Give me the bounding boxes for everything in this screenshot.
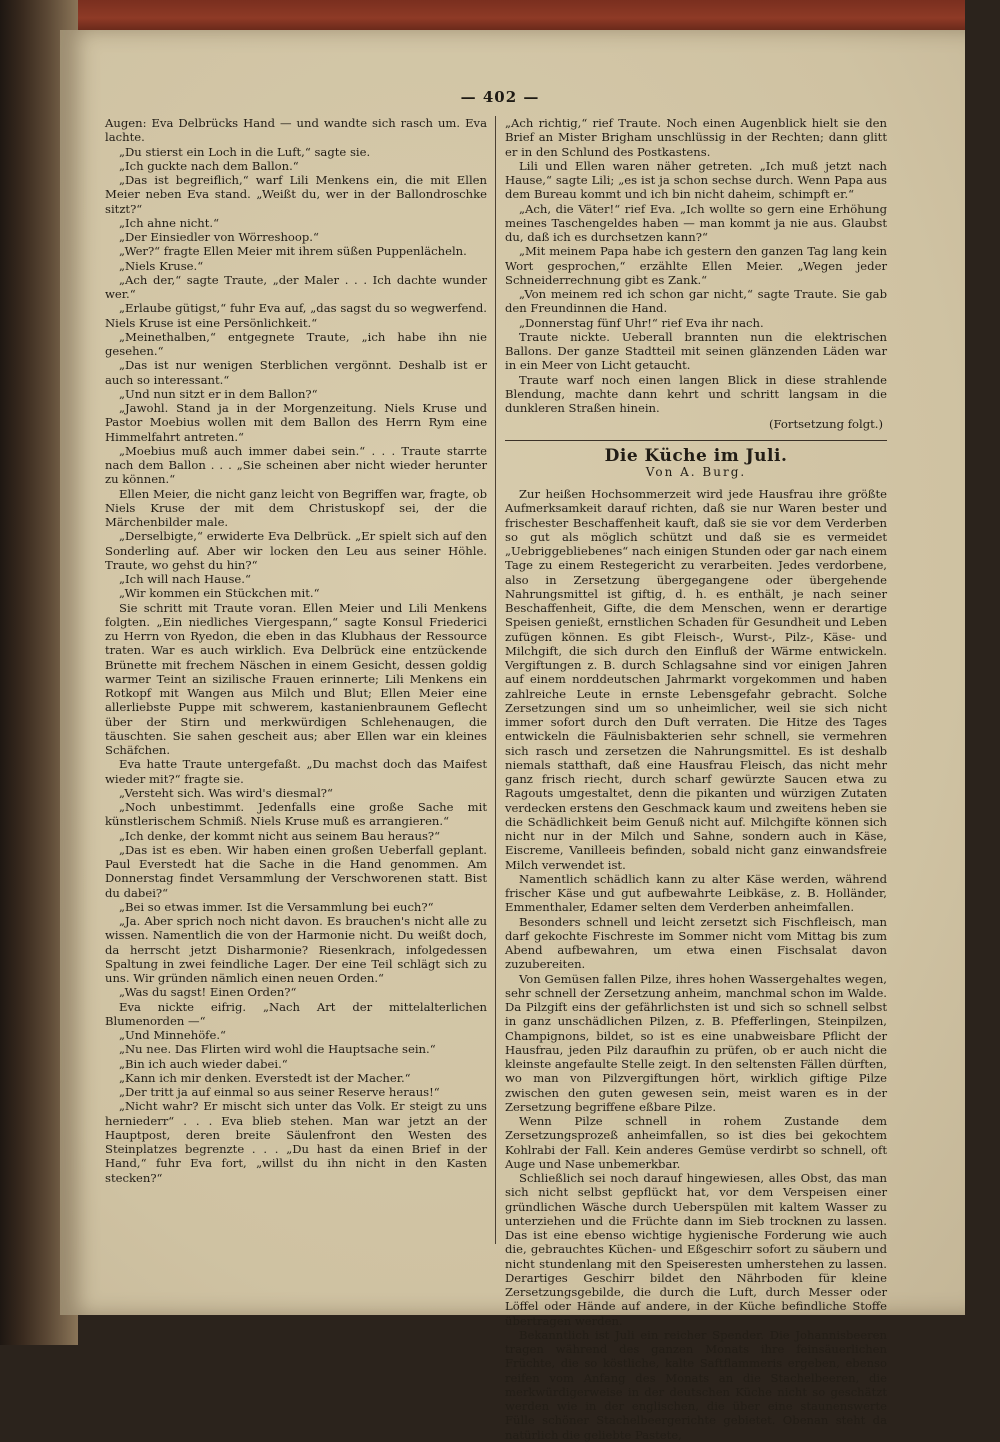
left-paragraph: „Nu nee. Das Flirten wird wohl die Hauptsache sein.“: [119, 1042, 436, 1057]
left-paragraph: „Ich will nach Hause.“: [119, 572, 251, 586]
left-paragraph: „Meinethalben,“ entgegnete Traute, „ich habe ihn nie gesehen.“: [105, 329, 487, 358]
left-paragraph: „Der tritt ja auf einmal so aus seiner Reserve heraus!“: [119, 1085, 440, 1099]
left-paragraph: „Ich denke, der kommt nicht aus seinem Bau heraus?“: [119, 828, 441, 843]
continuation-note: (Fortsetzung folgt.): [768, 417, 883, 432]
right-paragraph: „Mit meinem Papa habe ich gestern den ganzen Tag lang kein Wort gesprochen,“ erzählte Ellen Meier. „Wegen jeder Schneiderrechnung gibt es Zank.“: [505, 244, 887, 287]
right-paragraph: „Ach, die Väter!“ rief Eva. „Ich wollte so gern eine Erhöhung meines Taschengeldes haben — man kommt ja nie aus. Glaubst du, daß ich es durchsetzen kann?“: [505, 201, 887, 244]
left-paragraph: „Ich guckte nach dem Ballon.“: [119, 158, 299, 173]
book-top-edge: [60, 0, 965, 30]
article-paragraph: Von Gemüsen fallen Pilze, ihres hohen Wassergehaltes wegen, sehr schnell der Zersetzung anheim, manchmal schon im Walde. Da Pilzgift eins der gefährlichsten ist und sich so schnell selbst in ganz unschädlichen Pilzen, z. B. Pfefferlingen, Steinpilzen, Champignons, bildet, so ist es eine unabweisbare Pflicht der Hausfrau, jeden Pilz daraufhin zu prüfen, ob er auch nicht die kleinste angefaulte Stelle zeigt. In den seltensten Fällen dürften, wo man von Pilzvergiftungen hört, wirklich giftige Pilze zwischen den guten gewesen sein, meist waren es in der Zersetzung begriffene eßbare Pilze.: [505, 971, 888, 1114]
left-paragraph: „Ach der,“ sagte Traute, „der Maler . . . Ich dachte wunder wer.“: [105, 272, 487, 301]
left-paragraph: „Ich ahne nicht.“: [119, 215, 220, 230]
right-paragraph: Traute warf noch einen langen Blick in diese strahlende Blendung, machte dann kehrt und schritt langsam in die dunkleren Straßen hinein.: [505, 372, 887, 415]
left-paragraph: „Das ist nur wenigen Sterblichen vergönnt. Deshalb ist er auch so interessant.“: [105, 358, 487, 387]
right-paragraph: „Ach richtig,“ rief Traute. Noch einen Augenblick hielt sie den Brief an Mister Brigham unschlüssig in der Rechten; dann glitt er in den Schlund des Postkastens.: [505, 116, 887, 159]
left-paragraph: „Was du sagst! Einen Orden?“: [119, 985, 297, 1000]
right-paragraph: „Von meinem red ich schon gar nicht,“ sagte Traute. Sie gab den Freundinnen die Hand.: [505, 287, 887, 316]
left-paragraph: „Ja. Aber sprich noch nicht davon. Es brauchen's nicht alle zu wissen. Namentlich die von der Harmonie nicht. Du weißt doch, da herrscht jetzt Disharmonie? Riesenkrach, infolgedessen Spaltung in zwei feindliche Lager. Der eine Teil schlägt sich zu uns. Wir gründen nämlich einen neuen Orden.“: [105, 914, 487, 985]
right-paragraph: „Donnerstag fünf Uhr!“ rief Eva ihr nach.: [519, 315, 764, 330]
left-paragraph: Ellen Meier, die nicht ganz leicht von Begriffen war, fragte, ob Niels Kruse der mit dem Christuskopf sei, der die Märchenbilder male.: [105, 486, 487, 529]
left-paragraph: „Nicht wahr? Er mischt sich unter das Volk. Er steigt zu uns herniederr“ . . . Eva blieb stehen. Man war jetzt an der Hauptpost, deren breite Säulenfront den Westen des Steinplatzes begrenzte . . . „Du hast da einen Brief in der Hand,“ fuhr Eva fort, „willst du ihn nicht in den Kasten stecken?“: [105, 1099, 487, 1185]
article-paragraph: Bekanntlich ist Juli ein reicher Spender. Die Johannisbeeren tragen während des ganzen Monats ihre feinsäuerlichen Früchte, die so köstliche, kalte Saftflammeris ergeben, ebenso reifen vom Anfang des Monats an die Stachelbeeren, die merkwürdigerweise in der deutschen Küche nicht so geschätzt werden wie in der englischen, die über eine staunenswerte Fülle schöner Stachelbeergerichte gebietet. Obenan steht da natürlich die geliebte Pastete,: [505, 1327, 887, 1442]
article-paragraph: Namentlich schädlich kann zu alter Käse werden, während frischer Käse und gut aufbewahrte Leibkäse, z. B. Holländer, Emmenthaler, Edamer selten dem Verderben anheimfallen.: [505, 871, 887, 915]
left-paragraph: „Und Minnehöfe.“: [119, 1028, 226, 1042]
article-paragraph: Besonders schnell und leicht zersetzt sich Fischfleisch, man darf gekochte Fischreste im Sommer nicht vom Mittag bis zum Abend aufbewahren, um etwa einen Fischsalat davon zuzubereiten.: [505, 914, 887, 972]
left-paragraph: „Bei so etwas immer. Ist die Versammlung bei euch?“: [119, 899, 434, 914]
left-paragraph: Eva nickte eifrig. „Nach Art der mittelalterlichen Blumenorden —“: [105, 999, 487, 1028]
column-divider: [495, 116, 496, 1244]
left-paragraph: Eva hatte Traute untergefaßt. „Du machst doch das Maifest wieder mit?“ fragte sie.: [105, 757, 487, 786]
left-paragraph: „Wer?“ fragte Ellen Meier mit ihrem süßen Puppenlächeln.: [119, 244, 467, 259]
article-paragraph: Zur heißen Hochsommerzeit wird jede Hausfrau ihre größte Aufmerksamkeit darauf richten, daß sie nur Waren bester und frischester Beschaffenheit kauft, daß sie sie vor dem Verderben so gut als möglich schützt und daß sie es vermeidet „Uebriggebliebenes“ nach einigen Stunden oder gar nach einem Tage zu einem Restegericht zu verarbeiten. Jedes verdorbene, also in Zersetzung übergegangene oder übergehende Nahrungsmittel ist giftig, d. h. es enthält, je nach seiner Beschaffenheit, Gifte, die dem Menschen, wenn er derartige Speisen genießt, ernstlichen Schaden für Gesundheit und Leben zufügen können. Es gibt Fleisch-, Wurst-, Pilz-, Käse- und Milchgift, die sich durch den Einfluß der Wärme entwickeln. Vergiftungen z. B. durch Schlagsahne sind vor einigen Jahren auf einem norddeutschen Jahrmarkt vorgekommen und haben zahlreiche Leute in ernste Lebensgefahr gebracht. Solche Zersetzungen sind um so unheimlicher, weil sie sich nicht immer sofort durch den Duft verraten. Die Hitze des Tages entwickeln die Fäulnisbakterien sehr schnell, sie vermehren sich rasch und zersetzen die Nahrungsmittel. Es ist deshalb niemals statthaft, daß eine Hausfrau Fleisch, das nicht mehr ganz frisch riecht, durch scharf gewürzte Saucen etwa zu Ragouts umgestaltet, denn die pikanten und würzigen Zutaten verdecken erstens den Geschmack kaum und zweitens heben sie die Schädlichkeit beim Genuß nicht auf. Milchgifte können sich nicht nur in der Milch und Sahne, sondern auch in Käse, Eiscreme, Vanilleeis befinden, sobald nicht ganz einwandsfreie Milch verwendet ist.: [505, 487, 887, 872]
right-paragraph: Lili und Ellen waren näher getreten. „Ich muß jetzt nach Hause,“ sagte Lili; „es ist ja schon sechse durch. Wenn Papa aus dem Bureau kommt und ich bin nicht daheim, schimpft er.“: [505, 158, 887, 202]
left-paragraph: „Du stierst ein Loch in die Luft,“ sagte sie.: [119, 144, 371, 159]
left-paragraph: „Wir kommen ein Stückchen mit.“: [119, 586, 320, 601]
left-paragraph: „Das ist es eben. Wir haben einen großen Ueberfall geplant. Paul Everstedt hat die Sache in die Hand genommen. Am Donnerstag findet Versammlung der Verschworenen statt. Bist du dabei?“: [105, 842, 487, 900]
left-paragraph: „Und nun sitzt er in dem Ballon?“: [119, 386, 318, 401]
left-paragraph: „Das ist begreiflich,“ warf Lili Menkens ein, die mit Ellen Meier neben Eva stand. „Weißt du, wer in der Ballondroschke sitzt?“: [105, 173, 487, 216]
article-title: Die Küche im Juli.: [604, 445, 788, 466]
left-paragraph: „Niels Kruse.“: [119, 258, 204, 273]
right-column: [505, 116, 887, 1442]
left-paragraph: „Kann ich mir denken. Everstedt ist der Macher.“: [119, 1070, 411, 1085]
section-divider: [505, 440, 887, 441]
left-paragraph: „Bin ich auch wieder dabei.“: [119, 1056, 288, 1071]
left-paragraph: „Derselbigte,“ erwiderte Eva Delbrück. „Er spielt sich auf den Sonderling auf. Aber wir locken den Leu aus seiner Höhle. Traute, wo gehst du hin?“: [105, 529, 487, 572]
left-column: [105, 116, 487, 1185]
article-paragraph: Schließlich sei noch darauf hingewiesen, alles Obst, das man sich nicht selbst gepflückt hat, vor dem Verspeisen einer gründlichen Wäsche durch Ueberspülen mit kaltem Wasser zu unterziehen und die Früchte dann im Sieb trocknen zu lassen. Das ist eine ebenso wichtige hygienische Forderung wie auch die, gebrauchtes Küchen- und Eßgeschirr sofort zu säubern und nicht stundenlang mit den Speiseresten umherstehen zu lassen. Derartiges Geschirr bildet den Nährboden für kleine Zersetzungsgebilde, die durch die Luft, durch Messer oder Löffel oder Hände auf andere, in der Küche befindliche Stoffe übertragen werden.: [505, 1171, 887, 1328]
right-paragraph: Traute nickte. Ueberall brannten nun die elektrischen Ballons. Der ganze Stadtteil mit seinen glänzenden Läden war in ein Meer von Licht getaucht.: [505, 329, 887, 373]
left-paragraph: „Moebius muß auch immer dabei sein.“ . . . Traute starrte nach dem Ballon . . . „Sie scheinen aber nicht wieder herunter zu können.“: [105, 443, 487, 487]
left-paragraph: „Versteht sich. Was wird's diesmal?“: [119, 785, 333, 800]
left-paragraph: „Der Einsiedler von Wörreshoop.“: [119, 230, 319, 244]
article-byline: Von A. Burg.: [645, 464, 747, 479]
left-paragraph: „Noch unbestimmt. Jedenfalls eine große Sache mit künstlerischem Schmiß. Niels Kruse muß es arrangieren.“: [105, 800, 487, 829]
article-paragraph: Wenn Pilze schnell in rohem Zustande dem Zersetzungsprozeß anheimfallen, so ist dies bei gekochtem Kohlrabi der Fall. Kein anderes Gemüse verdirbt so schnell, oft Auge und Nase unbemerkbar.: [505, 1114, 887, 1171]
left-paragraph: Sie schritt mit Traute voran. Ellen Meier und Lili Menkens folgten. „Ein niedliches Viergespann,“ sagte Konsul Friederici zu Herrn von Ryedon, die eben in das Klubhaus der Ressource traten. War es auch wirklich. Eva Delbrück eine entzückende Brünette mit frechem Näschen in einem Gesicht, dessen goldig warmer Teint an sizilische Frauen erinnerte; Lili Menkens ein Rotkopf mit Wangen aus Milch und Blut; Ellen Meier eine allerliebste Puppe mit schwerem, kastanienbraunem Geflecht über der Stirn und merkwürdigen Schlehenaugen, die täuschten. Sie sahen gescheit aus; aber Ellen war ein kleines Schäfchen.: [105, 600, 487, 757]
left-paragraph: „Jawohl. Stand ja in der Morgenzeitung. Niels Kruse und Pastor Moebius wollen mit dem Ballon des Herrn Rym eine Himmelfahrt antreten.“: [105, 401, 487, 444]
page-number: — 402 —: [460, 88, 540, 106]
left-paragraph: Augen: Eva Delbrücks Hand — und wandte sich rasch um. Eva lachte.: [105, 116, 487, 145]
left-paragraph: „Erlaube gütigst,“ fuhr Eva auf, „das sagst du so wegwerfend. Niels Kruse ist eine Persönlichkeit.“: [105, 301, 487, 330]
